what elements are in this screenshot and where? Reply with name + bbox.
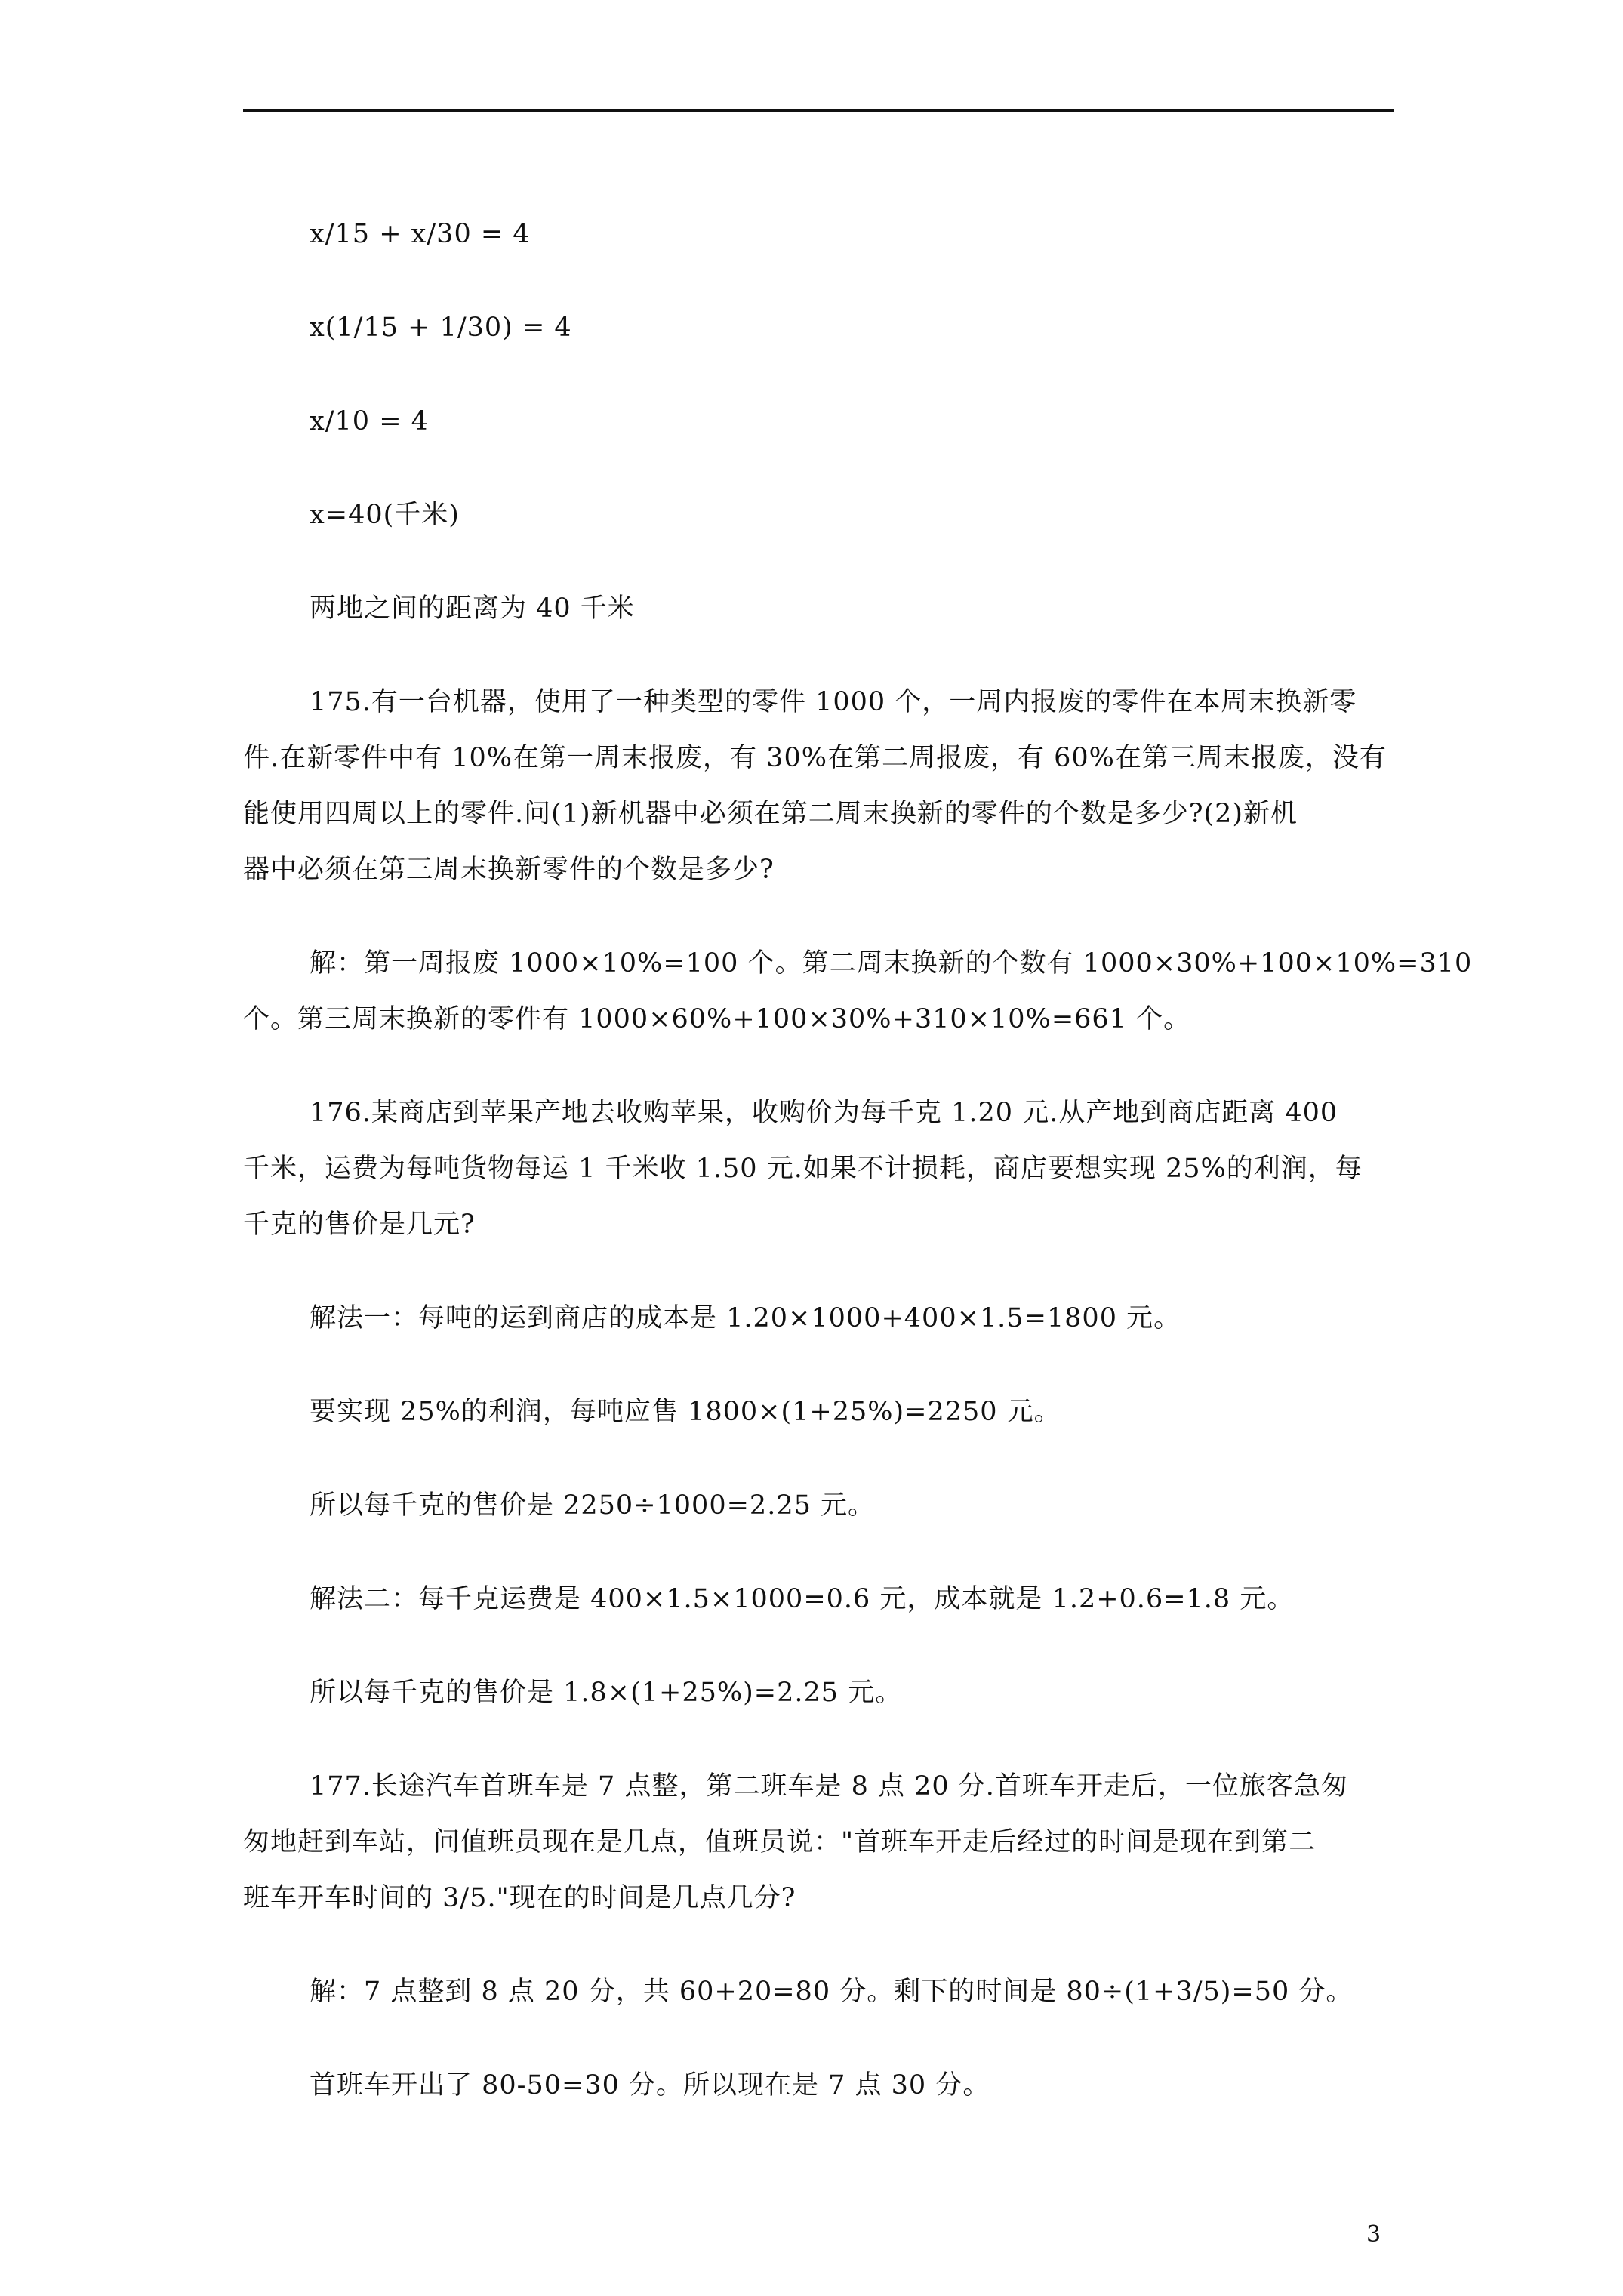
- equation-line-2: x(1/15 + 1/30) = 4: [310, 313, 572, 343]
- solution-177-line-2: 首班车开出了 80-50=30 分。所以现在是 7 点 30 分。: [310, 2070, 990, 2100]
- solution-176-method-2: 解法二：每千克运费是 400×1.5×1000=0.6 元，成本就是 1.2+0.6=1.8 元。: [310, 1584, 1295, 1614]
- equation-line-1: x/15 + x/30 = 4: [310, 219, 531, 249]
- problem-177-line-1: 177.长途汽车首班车是 7 点整，第二班车是 8 点 20 分.首班车开走后，一位旅客急匆: [310, 1771, 1348, 1801]
- problem-175-line-1: 175.有一台机器，使用了一种类型的零件 1000 个，一周内报废的零件在本周末换新零: [310, 687, 1357, 717]
- problem-175-line-4: 器中必须在第三周末换新零件的个数是多少?: [243, 855, 775, 885]
- solution-176-price-line-1: 所以每千克的售价是 2250÷1000=2.25 元。: [310, 1490, 875, 1521]
- solution-176-method-1: 解法一：每吨的运到商店的成本是 1.20×1000+400×1.5=1800 元。: [310, 1303, 1181, 1333]
- solution-176-price-line-2: 所以每千克的售价是 1.8×(1+25%)=2.25 元。: [310, 1678, 903, 1708]
- solution-175-line-1: 解：第一周报废 1000×10%=100 个。第二周末换新的个数有 1000×30%+100×10%=310: [310, 948, 1473, 978]
- problem-175-line-3: 能使用四周以上的零件.问(1)新机器中必须在第二周末换新的零件的个数是多少?(2)新机: [243, 799, 1298, 829]
- distance-answer: 两地之间的距离为 40 千米: [310, 593, 635, 624]
- header-rule: [243, 109, 1394, 112]
- solution-177-line-1: 解：7 点整到 8 点 20 分，共 60+20=80 分。剩下的时间是 80÷(1+3/5)=50 分。: [310, 1977, 1354, 2007]
- problem-177-line-3: 班车开车时间的 3/5."现在的时间是几点几分?: [243, 1883, 796, 1913]
- problem-175-line-2: 件.在新零件中有 10%在第一周末报废，有 30%在第二周报废，有 60%在第三周末报废，没有: [243, 743, 1387, 773]
- equation-line-3: x/10 = 4: [310, 406, 429, 436]
- problem-176-line-2: 千米，运费为每吨货物每运 1 千米收 1.50 元.如果不计损耗，商店要想实现 25%的利润，每: [243, 1154, 1363, 1184]
- problem-176-line-3: 千克的售价是几元?: [243, 1210, 476, 1240]
- problem-177-line-2: 匆地赶到车站，问值班员现在是几点，值班员说："首班车开走后经过的时间是现在到第二: [243, 1827, 1317, 1857]
- equation-line-4: x=40(千米): [310, 500, 460, 530]
- page-number: 3: [1366, 2221, 1381, 2248]
- problem-176-line-1: 176.某商店到苹果产地去收购苹果，收购价为每千克 1.20 元.从产地到商店距离 400: [310, 1098, 1338, 1128]
- solution-176-profit-line: 要实现 25%的利润，每吨应售 1800×(1+25%)=2250 元。: [310, 1397, 1061, 1427]
- solution-175-line-2: 个。第三周末换新的零件有 1000×60%+100×30%+310×10%=661 个。: [243, 1004, 1191, 1034]
